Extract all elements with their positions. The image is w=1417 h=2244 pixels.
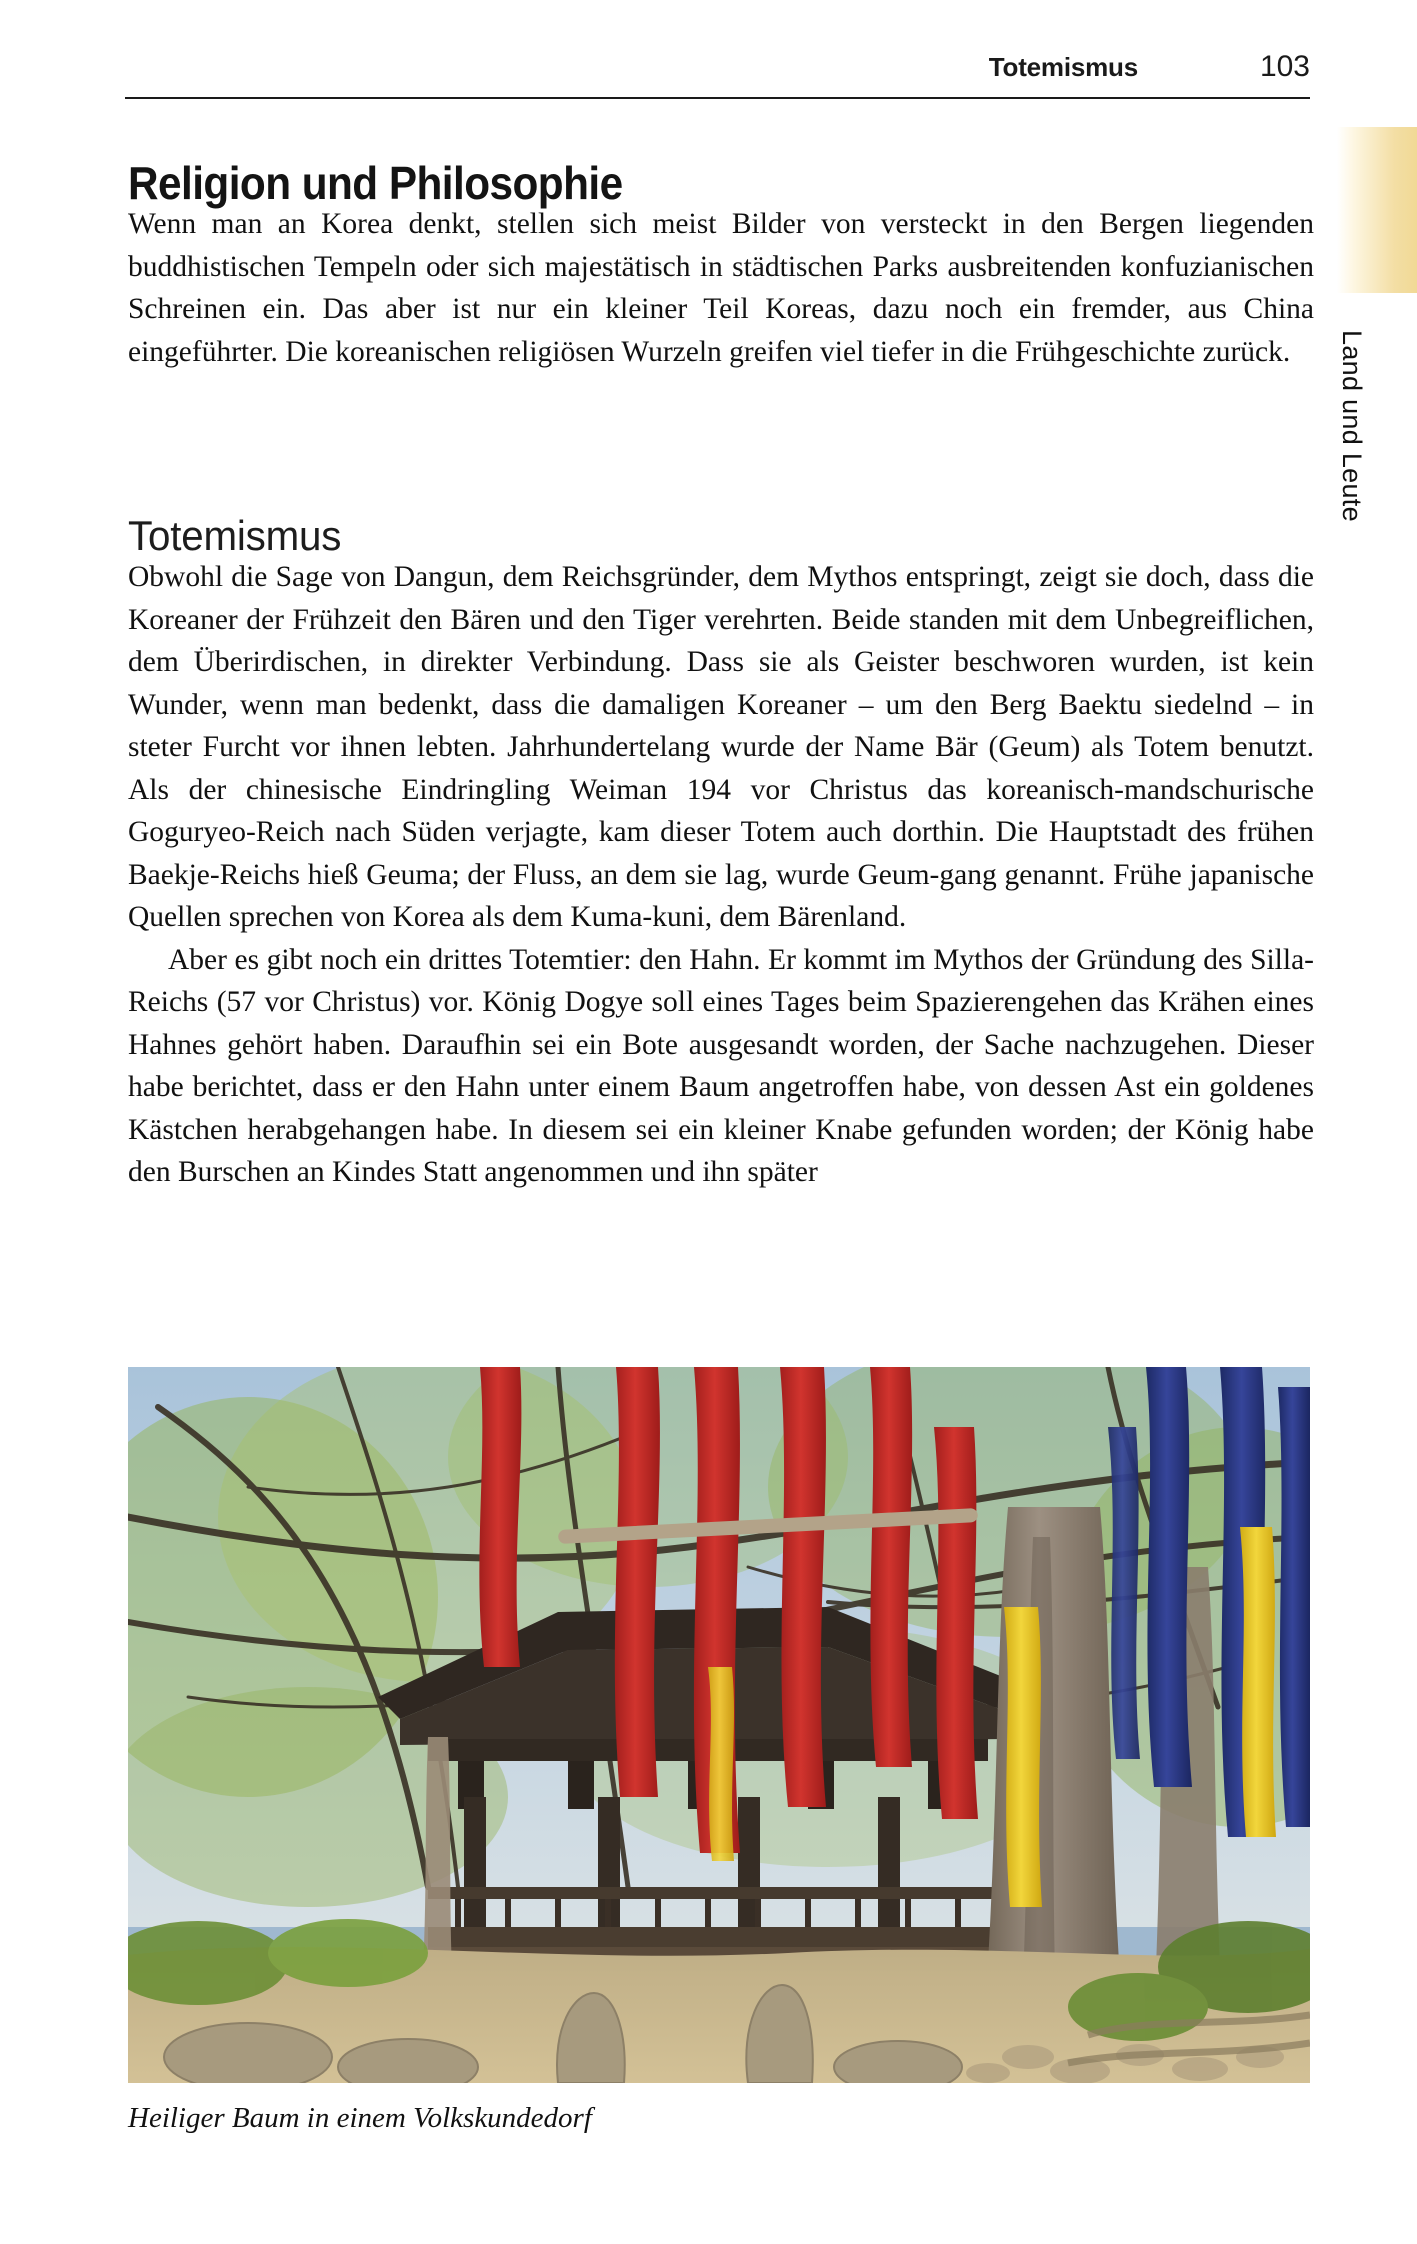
section-text-block: [128, 556, 1314, 1194]
running-head: [125, 52, 1310, 92]
intro-text-block: [128, 203, 1314, 373]
header-divider: [125, 97, 1310, 99]
running-head-title: Totemismus: [988, 52, 1138, 82]
paragraph: Aber es gibt noch ein drittes Totemtier: den Hahn. Er kommt im Mythos der Gründung des Silla-Reichs (57 vor Christus) vor. König Dogye soll eines Tages beim Spazierengehen das Krähen eines Hahnes gehört haben. Daraufhin sei ein Bote ausgesandt worden, der Sache nachzugehen. Dieser habe berichtet, dass er den Hahn unter einem Baum angetroffen habe, von dessen Ast ein goldenes Kästchen herabgehangen habe. In diesem sei ein kleiner Knabe gefunden worden; der König habe den Burschen an Kindes Statt angenommen und ihn später: [128, 943, 1314, 1188]
paragraph: Obwohl die Sage von Dangun, dem Reichsgründer, dem Mythos entspringt, zeigt sie doch, dass die Koreaner der Frühzeit den Bären und den Tiger verehrten. Beide standen mit dem Unbegreiflichen, dem Überirdischen, in direkter Verbindung. Dass sie als Geister beschworen wurden, ist kein Wunder, wenn man bedenkt, dass die damaligen Koreaner – um den Berg Baektu siedelnd – in steter Furcht vor ihnen lebten. Jahrhundertelang wurde der Name Bär (Geum) als Totem benutzt. Als der chinesische Eindringling Weiman 194 vor Christus das koreanisch-mandschurische Goguryeo-Reich nach Süden verjagte, kam dieser Totem auch dorthin. Die Hauptstadt des frühen Baekje-Reichs hieß Geuma; der Fluss, an dem sie lag, wurde Geum-gang genannt. Frühe japanische Quellen sprechen von Korea als dem Kuma-kuni, dem Bärenland.: [128, 561, 1314, 933]
figure-photo: [128, 1367, 1310, 2083]
page-number: 103: [1259, 50, 1310, 83]
section-title: Totemismus: [128, 511, 342, 559]
figure-caption: Heiliger Baum in einem Volkskundedorf: [128, 2102, 592, 2134]
photo-illustration: [128, 1367, 1310, 2083]
side-tab-swatch: [1337, 127, 1417, 293]
page-title: Religion und Philosophie: [128, 156, 623, 209]
paragraph: Wenn man an Korea denkt, stellen sich meist Bilder von versteckt in den Bergen liegenden buddhistischen Tempeln oder sich majestätisch in städtischen Parks ausbreitenden konfuzianischen Schreinen ein. Das aber ist nur ein kleiner Teil Koreas, dazu noch ein fremder, aus China eingeführter. Die koreanischen religiösen Wurzeln greifen viel tiefer in die Frühgeschichte zurück.: [128, 208, 1314, 368]
side-tab-label: Land und Leute: [1337, 330, 1367, 522]
